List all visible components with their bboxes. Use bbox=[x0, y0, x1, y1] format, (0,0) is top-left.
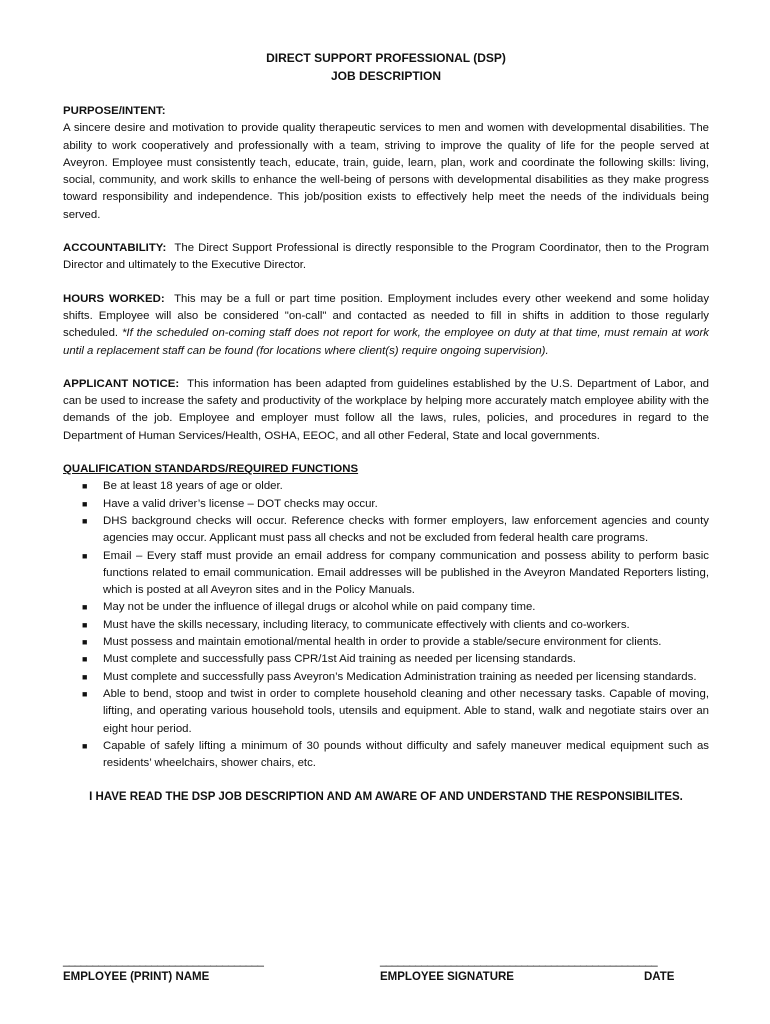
purpose-label: PURPOSE/INTENT: bbox=[63, 105, 166, 117]
list-item: ■ DHS background checks will occur. Reference checks with former employers, law enforcement agencies and county agencies may occur. Applicant must pass all checks and not be excluded from federal health care programs. bbox=[82, 514, 709, 545]
applicant-notice-label: APPLICANT NOTICE: bbox=[63, 377, 180, 390]
list-item: ■ Capable of safely lifting a minimum of 30 pounds without difficulty and safely maneuver medical equipment such as residents’ wheelchairs, shower chairs, etc. bbox=[82, 739, 709, 770]
qualifications-list bbox=[63, 478, 709, 772]
list-item: ■ Be at least 18 years of age or older. bbox=[63, 478, 709, 495]
bullet-icon: ■ bbox=[82, 654, 88, 665]
applicant-notice-text: This information has been adapted from guidelines established by the U.S. Department of Labor, and can be used to increase the safety and productivity of the workplace by helping more accurately match employee ability with the demands of the job. Employee and employer must follow all the laws, rules, policies, and procedures in regard to the Department of Human Services/Health, OSHA, EEOC, and all other Federal, State and local governments. bbox=[63, 377, 709, 442]
list-item: ■ May not be under the influence of illegal drugs or alcohol while on paid company time. bbox=[63, 599, 709, 616]
list-item: ■ Must have the skills necessary, including literacy, to communicate effectively with clients and co-workers. bbox=[63, 617, 709, 634]
accountability-label: ACCOUNTABILITY: bbox=[63, 242, 167, 255]
accountability-section bbox=[63, 240, 709, 275]
hours-label: HOURS WORKED: bbox=[63, 292, 165, 305]
employee-name-label: EMPLOYEE (PRINT) NAME bbox=[63, 971, 210, 983]
bullet-icon: ■ bbox=[82, 619, 88, 630]
bullet-icon: ■ bbox=[82, 550, 88, 561]
bullet-icon: ■ bbox=[82, 481, 88, 492]
qualifications-heading: QUALIFICATION STANDARDS/REQUIRED FUNCTIONS bbox=[63, 463, 359, 476]
bullet-icon: ■ bbox=[82, 637, 88, 648]
bullet-icon: ■ bbox=[82, 602, 88, 613]
document-content bbox=[63, 49, 709, 807]
applicant-notice-section bbox=[63, 376, 709, 445]
hours-section bbox=[63, 291, 709, 360]
employee-signature-line[interactable]: _______________________________________________ bbox=[380, 955, 658, 967]
list-item: ■ Must complete and successfully pass CPR/1st Aid training as needed per licensing standards. bbox=[63, 651, 709, 668]
acknowledgement-statement: I HAVE READ THE DSP JOB DESCRIPTION AND AM AWARE OF AND UNDERSTAND THE RESPONSIBILITES. bbox=[89, 791, 683, 804]
bullet-icon: ■ bbox=[82, 515, 88, 526]
list-item: ■ Must complete and successfully pass Aveyron’s Medication Administration training as needed per licensing standards. bbox=[63, 669, 709, 686]
list-item: ■ Able to bend, stoop and twist in order to complete household cleaning and other necessary tasks. Capable of moving, lifting, and operating various household tools, utensils and equipment. Able to stand, walk and negotiate stairs over an eight hour period. bbox=[82, 687, 709, 735]
bullet-icon: ■ bbox=[82, 498, 88, 509]
accountability-text: The Direct Support Professional is directly responsible to the Program Coordinator, then to the Program Director and ultimately to the Executive Director. bbox=[63, 242, 710, 272]
employee-name-block bbox=[63, 953, 263, 985]
employee-name-line[interactable]: __________________________________ bbox=[63, 955, 264, 967]
list-item: ■ Have a valid driver’s license – DOT checks may occur. bbox=[63, 496, 709, 513]
date-label: DATE bbox=[644, 971, 675, 983]
document-title-line2: JOB DESCRIPTION bbox=[330, 69, 441, 83]
bullet-icon: ■ bbox=[82, 671, 88, 682]
bullet-icon: ■ bbox=[82, 688, 88, 699]
purpose-text: A sincere desire and motivation to provide quality therapeutic services to men and women with developmental disabilities. The ability to work cooperatively and professionally with a team, striving to improve the quality of life for the people served at Aveyron. Employee must consistently teach, educate, train, guide, learn, plan, work and coordinate the following skills: living, social, community, and work skills to enhance the well-being of persons with developmental disabilities as they make progress toward responsibility and independence. This job/position exists to effectively help meet the needs of the individuals being served. bbox=[63, 122, 709, 221]
list-item: ■ Must possess and maintain emotional/mental health in order to provide a stable/secure environment for clients. bbox=[63, 634, 709, 651]
hours-text: This may be a full or part time position. Employment includes every other weekend and some holiday shifts. Employee will also be considered "on-call" and contacted as needed to fill in shifts in addition to those regularly scheduled. bbox=[63, 292, 710, 340]
hours-note: *If the scheduled on-coming staff does not report for work, the employee on duty at that time, must remain at work until a replacement staff can be found (for locations where client(s) require ongoing supervision). bbox=[63, 327, 709, 357]
date-block bbox=[644, 969, 674, 985]
list-item: ■ Email – Every staff must provide an email address for company communication and possess ability to perform basic functions related to email communication. Email addresses will be published in the Aveyron Mandated Reporters listing, which is posted at all Aveyron sites and in the Policy Manuals. bbox=[82, 549, 709, 597]
employee-signature-label: EMPLOYEE SIGNATURE bbox=[380, 971, 514, 983]
employee-signature-block bbox=[380, 953, 657, 985]
bullet-icon: ■ bbox=[82, 740, 88, 751]
document-title-line1: DIRECT SUPPORT PROFESSIONAL (DSP) bbox=[266, 51, 506, 65]
